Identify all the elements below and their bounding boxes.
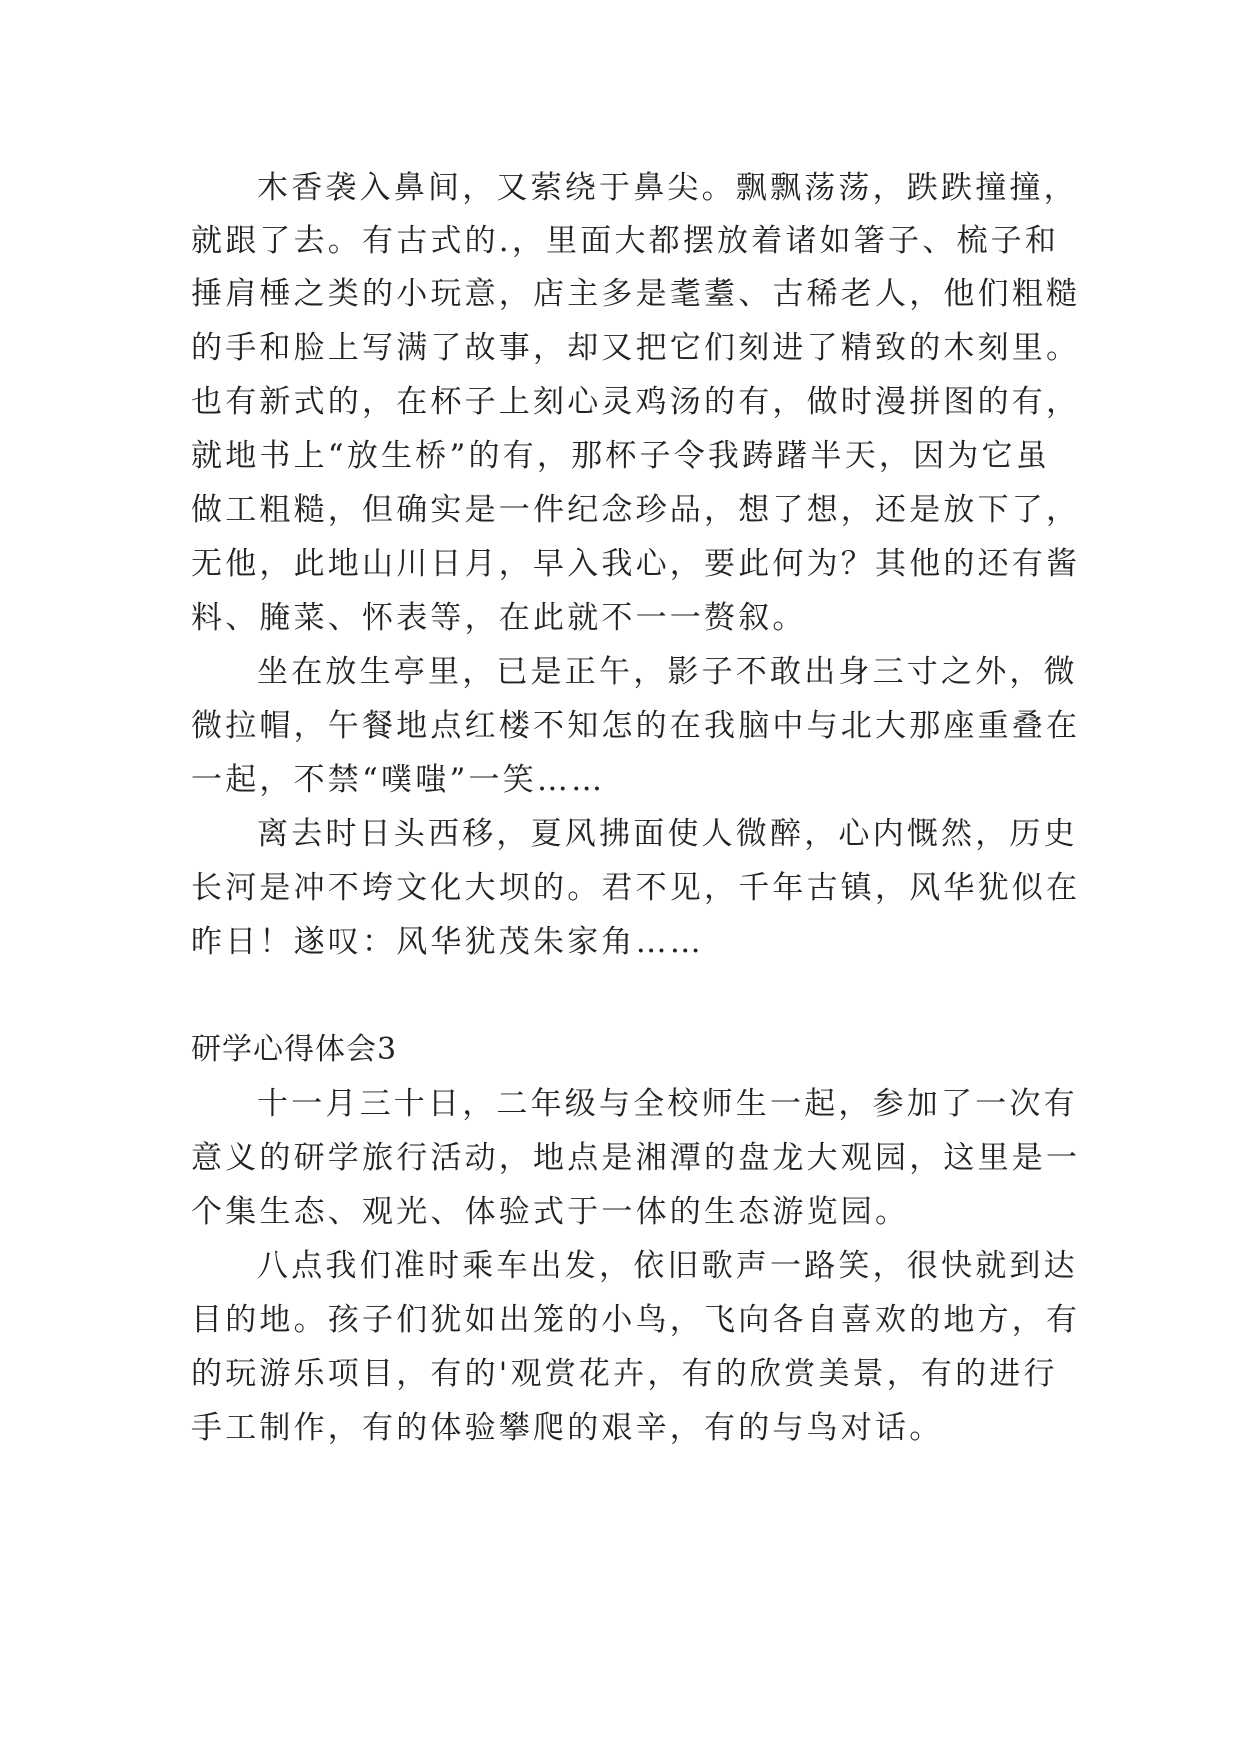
section-heading: 研学心得体会3 (191, 1032, 398, 1067)
paragraph-line: 无他，此地山川日月，早入我心，要此何为？其他的还有酱 (191, 546, 1081, 582)
paragraph-line: 的手和脸上写满了故事，却又把它们刻进了精致的木刻里。 (191, 330, 1081, 366)
paragraph-line: 意义的研学旅行活动，地点是湘潭的盘龙大观园，这里是一 (191, 1140, 1081, 1176)
paragraph-line: 离去时日头西移，夏风拂面使人微醉，心内慨然，历史 (257, 816, 1078, 852)
paragraph-line: 料、腌菜、怀表等，在此就不一一赘叙。 (191, 600, 807, 636)
paragraph-line: 昨日！遂叹：风华犹茂朱家角…… (191, 924, 704, 960)
paragraph-line: 也有新式的，在杯子上刻心灵鸡汤的有，做时漫拼图的有， (191, 384, 1081, 420)
paragraph-line: 就跟了去。有古式的.，里面大都摆放着诸如箸子、梳子和 (191, 223, 1060, 259)
paragraph-line: 捶肩棰之类的小玩意，店主多是耄耋、古稀老人，他们粗糙 (191, 276, 1081, 312)
paragraph-line: 长河是冲不垮文化大坝的。君不见，千年古镇，风华犹似在 (191, 870, 1081, 906)
paragraph-line: 八点我们准时乘车出发，依旧歌声一路笑，很快就到达 (257, 1248, 1078, 1284)
paragraph-line: 的玩游乐项目，有的'观赏花卉，有的欣赏美景，有的进行 (191, 1356, 1058, 1392)
paragraph-line: 木香袭入鼻间，又萦绕于鼻尖。飘飘荡荡，跌跌撞撞， (257, 170, 1078, 206)
paragraph-line: 目的地。孩子们犹如出笼的小鸟，飞向各自喜欢的地方，有 (191, 1302, 1081, 1338)
paragraph-line: 十一月三十日，二年级与全校师生一起，参加了一次有 (257, 1086, 1078, 1122)
paragraph-line: 微拉帽，午餐地点红楼不知怎的在我脑中与北大那座重叠在 (191, 708, 1081, 744)
paragraph-line: 就地书上“放生桥”的有，那杯子令我踌躇半天，因为它虽 (191, 438, 1050, 474)
paragraph-line: 手工制作，有的体验攀爬的艰辛，有的与鸟对话。 (191, 1410, 944, 1446)
paragraph-line: 坐在放生亭里，已是正午，影子不敢出身三寸之外，微 (257, 654, 1078, 690)
paragraph-line: 做工粗糙，但确实是一件纪念珍品，想了想，还是放下了， (191, 492, 1081, 528)
paragraph-line: 个集生态、观光、体验式于一体的生态游览园。 (191, 1194, 910, 1230)
paragraph-line: 一起，不禁“噗嗤”一笑…… (191, 762, 606, 798)
